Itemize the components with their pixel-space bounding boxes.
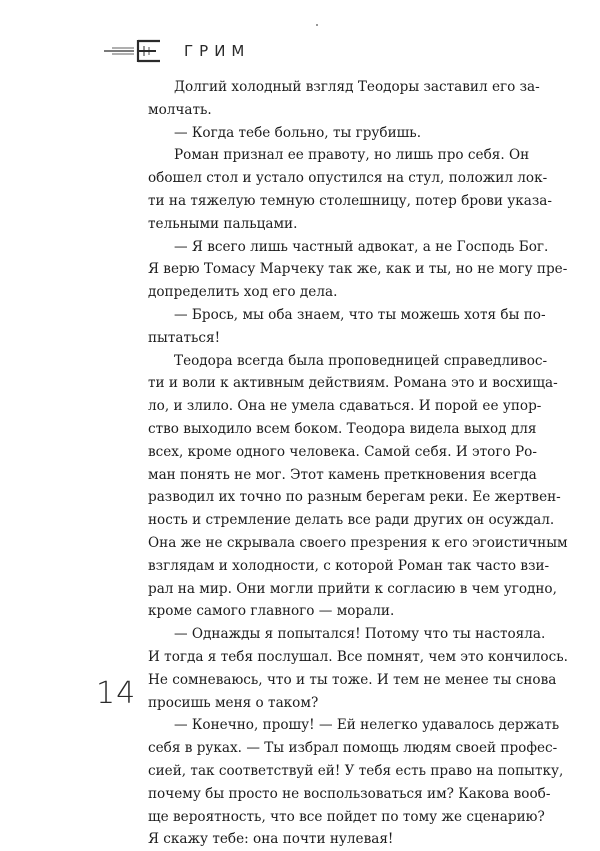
text-line: почему бы просто не воспользоваться им? Какова вооб- xyxy=(148,785,551,802)
text-line: ти и воли к активным действиям. Романа это и восхища- xyxy=(148,375,558,392)
text-line: Не сомневаюсь, что и ты тоже. И тем не менее ты снова xyxy=(148,671,557,688)
text-line: Она же не скрывала своего презрения к его эгоистичным xyxy=(148,534,568,551)
text-line: просишь меня о таком? xyxy=(148,694,319,711)
text-line: Я верю Томасу Марчеку так же, как и ты, но не могу пре- xyxy=(148,261,568,278)
text-line: — Брось, мы оба знаем, что ты можешь хотя бы по- xyxy=(174,306,546,323)
text-line: Долгий холодный взгляд Теодоры заставил его за- xyxy=(174,79,540,95)
text-line: тельными пальцами. xyxy=(148,215,298,232)
text-line: Я скажу тебе: она почти нулевая! xyxy=(148,831,394,848)
page-number: 14 xyxy=(96,676,137,711)
text-line: всех, кроме одного человека. Самой себя. И этого Ро- xyxy=(148,443,537,460)
text-line: ство выходило всем боком. Теодора видела выход для xyxy=(148,420,537,437)
text-line: ло, и злило. Она не умела сдаваться. И порой ее упор- xyxy=(148,398,542,415)
text-line: И тогда я тебя послушал. Все помнят, чем это кончилось. xyxy=(148,648,568,665)
text-line: разводил их точно по разным берегам реки. Ее жертвен- xyxy=(148,489,561,506)
text-line: взглядам и холодности, с которой Роман так часто взи- xyxy=(148,557,550,574)
text-line: ность и стремление делать все ради других он осуждал. xyxy=(148,512,555,529)
text-line: молчать. xyxy=(148,101,212,118)
text-line: рал на мир. Они могли прийти к согласию в чем угодно, xyxy=(148,580,557,597)
body-text xyxy=(148,76,568,851)
running-header xyxy=(104,38,250,64)
text-line: — Когда тебе больно, ты грубишь. xyxy=(174,124,422,141)
ornamental-e-logo-icon xyxy=(104,38,162,64)
text-line: допределить ход его дела. xyxy=(148,284,338,301)
text-line: Теодора всегда была проповедницей справедливос- xyxy=(174,352,548,369)
text-line: ман понять не мог. Этот камень преткновения всегда xyxy=(148,466,537,483)
text-line: — Однажды я попытался! Потому что ты настояла. xyxy=(174,626,546,643)
top-dot xyxy=(316,24,318,26)
text-line: пытаться! xyxy=(148,329,221,346)
text-line: сией, так соответствуй ей! У тебя есть право на попытку, xyxy=(148,762,564,779)
text-line: обошел стол и устало опустился на стул, положил лок- xyxy=(148,170,548,187)
text-line: себя в руках. — Ты избрал помощь людям своей профес- xyxy=(148,740,558,757)
text-line: ти на тяжелую темную столешницу, потер брови указа- xyxy=(148,192,552,209)
text-line: Роман признал ее правоту, но лишь про себя. Он xyxy=(174,147,530,164)
text-line: кроме самого главного — морали. xyxy=(148,603,395,620)
text-line: ще вероятность, что все пойдет по тому же сценарию? xyxy=(148,808,545,825)
header-title: ГРИМ xyxy=(184,42,251,60)
text-line: — Конечно, прошу! — Ей нелегко удавалось держать xyxy=(174,717,560,734)
text-line: — Я всего лишь частный адвокат, а не Господь Бог. xyxy=(174,238,549,255)
